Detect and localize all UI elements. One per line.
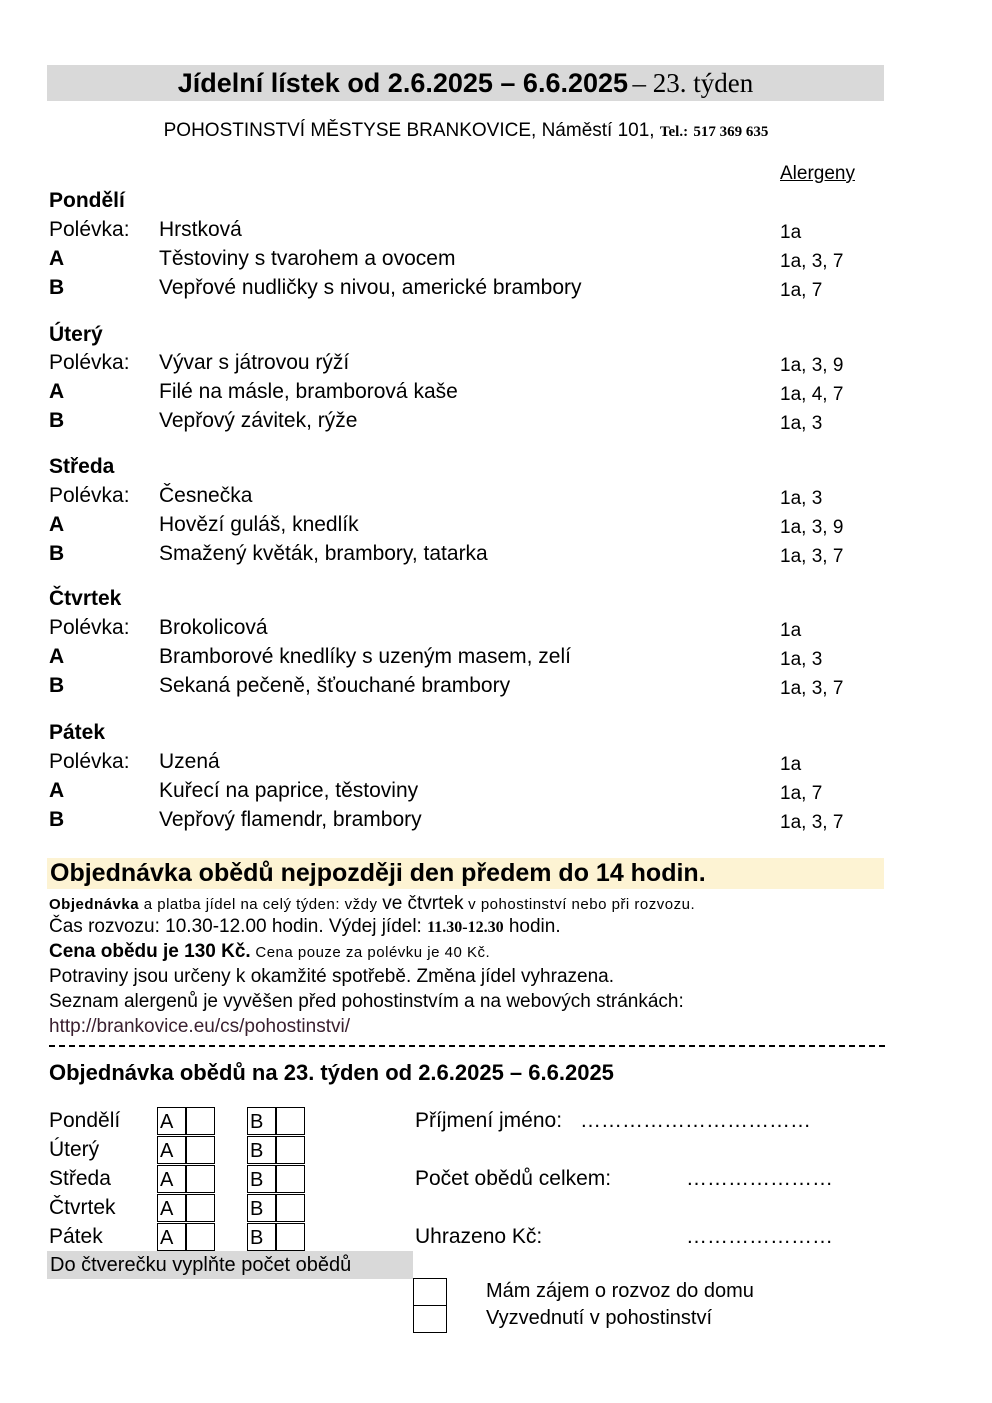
- soup-label: Polévka:: [49, 616, 130, 639]
- option-b-allergens: 1a, 3, 7: [780, 678, 844, 699]
- order-deadline-banner: Objednávka obědů nejpozději den předem do 14 hodin.: [47, 858, 884, 889]
- soup-allergens: 1a, 3, 9: [780, 355, 844, 376]
- day-name: Pondělí: [49, 189, 125, 212]
- soup-label: Polévka:: [49, 750, 130, 773]
- option-b-dish: Vepřový závitek, rýže: [159, 409, 358, 432]
- grid-input-a[interactable]: [186, 1107, 215, 1135]
- soup-label: Polévka:: [49, 218, 130, 241]
- menu-title: [47, 65, 884, 101]
- option-b-label: B: [49, 542, 65, 565]
- info-soup-price: Cena pouze za polévku je 40 Kč.: [250, 944, 491, 961]
- paid-field-label: Uhrazeno Kč:: [415, 1225, 543, 1248]
- day-name: Středa: [49, 455, 115, 478]
- day-name: Úterý: [49, 323, 103, 346]
- allergens-heading: Alergeny: [780, 163, 855, 184]
- option-a-label: A: [49, 779, 65, 802]
- soup-dish: Uzená: [159, 750, 220, 773]
- option-a-dish: Kuřecí na paprice, těstoviny: [159, 779, 419, 802]
- info-line-consumption: Potraviny jsou určeny k okamžité spotřebě. Změna jídel vyhrazena.: [49, 966, 614, 987]
- grid-input-a[interactable]: [186, 1136, 215, 1164]
- grid-label-b: B: [247, 1136, 276, 1164]
- soup-dish: Brokolicová: [159, 616, 268, 639]
- info-line-allergens: Seznam alergenů je vyvěšen před pohostinstvím a na webových stránkách:: [49, 991, 684, 1012]
- grid-day-label: Pondělí: [49, 1109, 121, 1132]
- delivery-option-label: Mám zájem o rozvoz do domu: [486, 1280, 754, 1302]
- grid-label-a: A: [157, 1194, 186, 1222]
- grid-label-b: B: [247, 1107, 276, 1135]
- info-order-day: ve čtvrtek: [382, 893, 464, 914]
- grid-label-a: A: [157, 1223, 186, 1251]
- soup-allergens: 1a: [780, 754, 802, 775]
- option-b-dish: Smažený květák, brambory, tatarka: [159, 542, 488, 565]
- soup-allergens: 1a: [780, 620, 802, 641]
- title-week: – 23. týden: [632, 68, 754, 98]
- website-link[interactable]: [49, 1016, 350, 1038]
- grid-day-label: Čtvrtek: [49, 1196, 116, 1219]
- tel-label: Tel.:: [659, 124, 689, 140]
- grid-input-b[interactable]: [276, 1136, 305, 1164]
- day-name: Čtvrtek: [49, 587, 122, 610]
- option-a-label: A: [49, 513, 65, 536]
- grid-input-b[interactable]: [276, 1107, 305, 1135]
- option-a-label: A: [49, 247, 65, 270]
- grid-label-b: B: [247, 1194, 276, 1222]
- grid-input-b[interactable]: [276, 1223, 305, 1251]
- info-price-bold: Cena obědu je 130 Kč.: [49, 941, 251, 962]
- grid-day-label: Pátek: [49, 1225, 103, 1248]
- option-a-allergens: 1a, 3, 7: [780, 251, 844, 272]
- option-b-dish: Vepřové nudličky s nivou, americké brambory: [159, 276, 582, 299]
- website-link-text[interactable]: http://brankovice.eu/cs/pohostinstvi/: [49, 1016, 350, 1037]
- grid-day-label: Středa: [49, 1167, 111, 1190]
- establishment-name: POHOSTINSTVÍ MĚSTYSE BRANKOVICE, Náměstí 101,: [163, 120, 655, 141]
- option-b-dish: Sekaná pečeně, šťouchané brambory: [159, 674, 511, 697]
- grid-input-a[interactable]: [186, 1223, 215, 1251]
- grid-input-a[interactable]: [186, 1165, 215, 1193]
- count-field-label: Počet obědů celkem:: [415, 1167, 612, 1190]
- grid-hint: Do čtverečku vyplňte počet obědů: [47, 1251, 413, 1279]
- pickup-checkbox[interactable]: [413, 1305, 447, 1333]
- grid-input-b[interactable]: [276, 1194, 305, 1222]
- soup-dish: Hrstková: [159, 218, 242, 241]
- soup-allergens: 1a: [780, 222, 802, 243]
- name-field[interactable]: ……………………………: [580, 1109, 811, 1132]
- option-a-dish: Bramborové knedlíky s uzeným masem, zelí: [159, 645, 571, 668]
- grid-day-label: Úterý: [49, 1138, 100, 1161]
- order-form-title: Objednávka obědů na 23. týden od 2.6.2025 – 6.6.2025: [49, 1060, 614, 1085]
- option-a-allergens: 1a, 7: [780, 783, 823, 804]
- info-order-text-a: a platba jídel na celý týden: vždy: [139, 896, 383, 913]
- option-a-label: A: [49, 645, 65, 668]
- grid-label-a: A: [157, 1107, 186, 1135]
- soup-label: Polévka:: [49, 351, 130, 374]
- option-b-allergens: 1a, 7: [780, 280, 823, 301]
- info-line-order: [49, 893, 695, 915]
- info-hours-suffix: hodin.: [503, 916, 561, 937]
- info-delivery-time: Čas rozvozu: 10.30-12.00 hodin. Výdej jídel:: [49, 916, 428, 937]
- grid-label-b: B: [247, 1223, 276, 1251]
- option-b-label: B: [49, 674, 65, 697]
- option-a-allergens: 1a, 4, 7: [780, 384, 844, 405]
- option-a-allergens: 1a, 3: [780, 649, 823, 670]
- grid-input-a[interactable]: [186, 1194, 215, 1222]
- pickup-option-label: Vyzvednutí v pohostinství: [486, 1307, 713, 1329]
- soup-dish: Vývar s játrovou rýží: [159, 351, 350, 374]
- cut-line: [49, 1045, 885, 1047]
- soup-dish: Česnečka: [159, 484, 253, 507]
- info-pickup-time: 11.30-12.30: [427, 919, 504, 936]
- paid-field[interactable]: …………………: [686, 1225, 833, 1248]
- count-field[interactable]: …………………: [686, 1167, 833, 1190]
- name-field-label: Příjmení jméno:: [415, 1109, 563, 1132]
- soup-label: Polévka:: [49, 484, 130, 507]
- option-a-dish: Hovězí guláš, knedlík: [159, 513, 359, 536]
- grid-label-a: A: [157, 1165, 186, 1193]
- option-b-allergens: 1a, 3, 7: [780, 812, 844, 833]
- option-b-allergens: 1a, 3: [780, 413, 823, 434]
- option-b-label: B: [49, 808, 65, 831]
- option-a-dish: Filé na másle, bramborová kaše: [159, 380, 458, 403]
- grid-label-a: A: [157, 1136, 186, 1164]
- option-a-dish: Těstoviny s tvarohem a ovocem: [159, 247, 456, 270]
- establishment-line: [0, 118, 932, 145]
- option-b-label: B: [49, 409, 65, 432]
- option-b-allergens: 1a, 3, 7: [780, 546, 844, 567]
- soup-allergens: 1a, 3: [780, 488, 823, 509]
- info-line-times: [49, 916, 561, 938]
- option-b-label: B: [49, 276, 65, 299]
- option-a-allergens: 1a, 3, 9: [780, 517, 844, 538]
- title-main: Jídelní lístek od 2.6.2025 – 6.6.2025: [177, 68, 629, 98]
- info-order-text-b: v pohostinství nebo při rozvozu.: [463, 896, 696, 913]
- tel-number: 517 369 635: [693, 124, 769, 140]
- info-order-bold: Objednávka: [49, 896, 140, 913]
- info-line-price: [49, 941, 490, 963]
- delivery-checkbox[interactable]: [413, 1278, 447, 1306]
- option-b-dish: Vepřový flamendr, brambory: [159, 808, 422, 831]
- day-name: Pátek: [49, 721, 106, 744]
- grid-label-b: B: [247, 1165, 276, 1193]
- option-a-label: A: [49, 380, 65, 403]
- grid-input-b[interactable]: [276, 1165, 305, 1193]
